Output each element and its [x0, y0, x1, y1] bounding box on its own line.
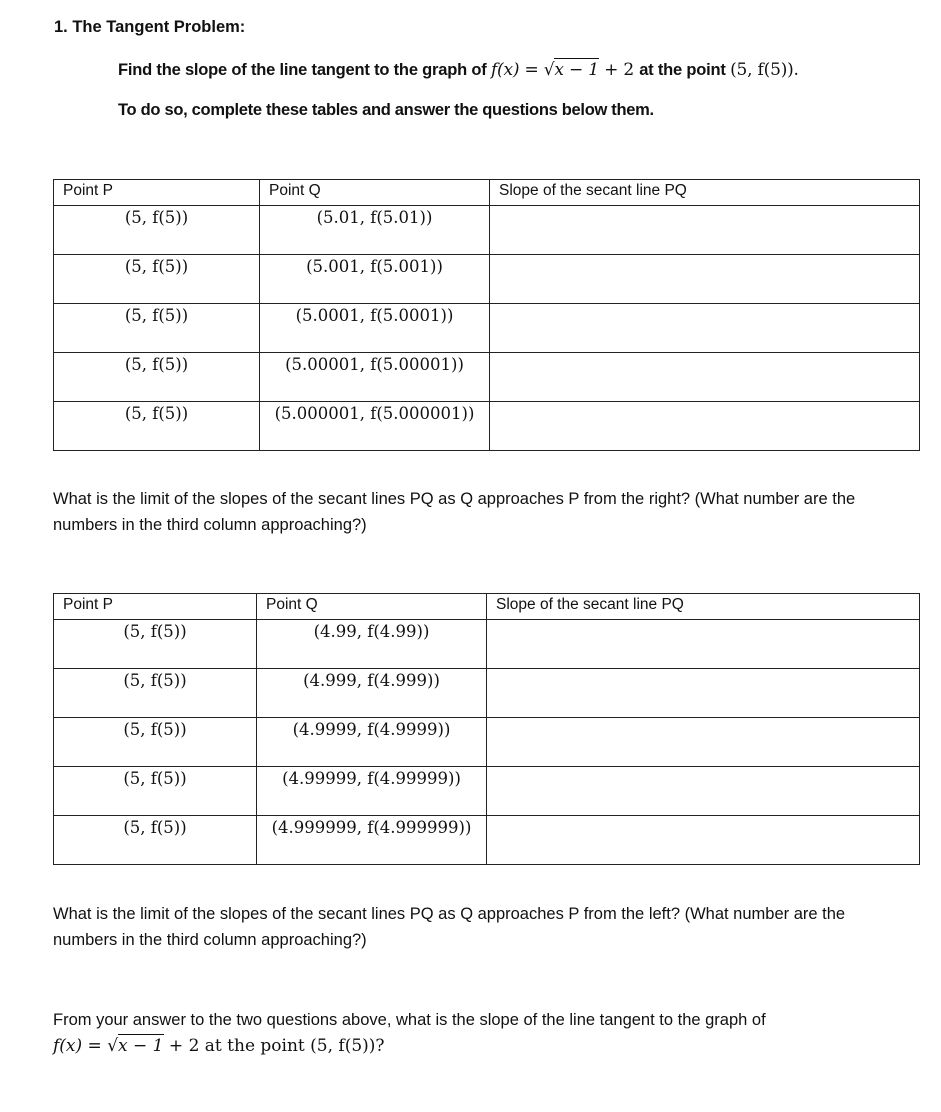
slope-answer-cell[interactable] — [490, 304, 920, 353]
table-row — [54, 255, 920, 304]
table-row — [54, 206, 920, 255]
function-tail: + 2 — [168, 1036, 200, 1056]
table-row — [54, 718, 920, 767]
point-p-cell: (5, f(5)) — [123, 769, 187, 788]
point-q-cell: (4.99, f(4.99)) — [313, 622, 430, 641]
header-slope: Slope of the secant line PQ — [490, 180, 920, 206]
header-point-q: Point Q — [260, 180, 490, 206]
slope-answer-cell[interactable] — [487, 718, 920, 767]
secant-table-right — [53, 179, 920, 451]
question-tangent-slope — [53, 1007, 913, 1059]
function-tail: + 2 — [604, 60, 634, 80]
instruction-mid: at the point — [639, 61, 726, 79]
slope-answer-cell[interactable] — [490, 353, 920, 402]
table-row — [54, 669, 920, 718]
point-p-cell: (5, f(5)) — [124, 306, 189, 325]
point-q-cell: (4.999, f(4.999)) — [303, 671, 440, 690]
slope-answer-cell[interactable] — [490, 255, 920, 304]
slope-answer-cell[interactable] — [487, 620, 920, 669]
header-point-p: Point P — [54, 180, 260, 206]
table-row — [54, 767, 920, 816]
instruction-line-1 — [118, 60, 799, 80]
question-tangent-text: From your answer to the two questions above, what is the slope of the line tangent to the graph of — [53, 1011, 766, 1029]
slope-answer-cell[interactable] — [490, 206, 920, 255]
secant-table-left — [53, 593, 920, 865]
slope-answer-cell[interactable] — [487, 767, 920, 816]
table-row — [54, 620, 920, 669]
point-p-cell: (5, f(5)) — [123, 720, 187, 739]
function-radicand: x − 1 — [118, 1036, 164, 1056]
point-q-cell: (5.000001, f(5.000001)) — [274, 404, 475, 423]
point-q-cell: (4.9999, f(4.9999)) — [292, 720, 451, 739]
header-point-q: Point Q — [257, 594, 487, 620]
point-p-cell: (5, f(5)) — [123, 818, 187, 837]
slope-answer-cell[interactable] — [490, 402, 920, 451]
function-expression: f(x) = √x − 1 + 2 — [490, 60, 634, 80]
point-q-cell: (5.01, f(5.01)) — [316, 208, 433, 227]
point-q-cell: (4.999999, f(4.999999)) — [271, 818, 472, 837]
problem-heading: 1. The Tangent Problem: — [54, 18, 246, 36]
table-header-row — [54, 594, 920, 620]
instruction-line-2: To do so, complete these tables and answer the questions below them. — [118, 101, 654, 119]
point-q-cell: (5.0001, f(5.0001)) — [295, 306, 454, 325]
point-q-cell: (5.001, f(5.001)) — [306, 257, 443, 276]
instruction-point: (5, f(5)). — [730, 60, 799, 80]
point-p-cell: (5, f(5)) — [123, 622, 187, 641]
slope-answer-cell[interactable] — [487, 669, 920, 718]
table-header-row — [54, 180, 920, 206]
question-limit-left: What is the limit of the slopes of the secant lines PQ as Q approaches P from the left? (What number are the numbers in the third column approaching?) — [53, 905, 846, 949]
point-p-cell: (5, f(5)) — [124, 257, 189, 276]
table-row — [54, 353, 920, 402]
point-p-cell: (5, f(5)) — [124, 208, 189, 227]
point-q-cell: (4.99999, f(4.99999)) — [282, 769, 461, 788]
function-lhs: f(x) = — [490, 60, 539, 80]
function-expression: f(x) = √x − 1 + 2 at the point (5, f(5))? — [53, 1036, 385, 1056]
point-phrase: at the point (5, f(5))? — [204, 1036, 385, 1056]
function-radicand: x − 1 — [554, 60, 599, 80]
slope-answer-cell[interactable] — [487, 816, 920, 865]
function-lhs: f(x) = — [53, 1036, 102, 1056]
table-row — [54, 402, 920, 451]
point-p-cell: (5, f(5)) — [124, 404, 189, 423]
instruction-prefix: Find the slope of the line tangent to the graph of — [118, 61, 487, 79]
point-p-cell: (5, f(5)) — [124, 355, 189, 374]
table-row — [54, 304, 920, 353]
point-p-cell: (5, f(5)) — [123, 671, 187, 690]
question-limit-right: What is the limit of the slopes of the secant lines PQ as Q approaches P from the right? (What number are the numbers in the third column approaching?) — [53, 490, 856, 534]
point-q-cell: (5.00001, f(5.00001)) — [285, 355, 464, 374]
header-slope: Slope of the secant line PQ — [487, 594, 920, 620]
header-point-p: Point P — [54, 594, 257, 620]
table-row — [54, 816, 920, 865]
